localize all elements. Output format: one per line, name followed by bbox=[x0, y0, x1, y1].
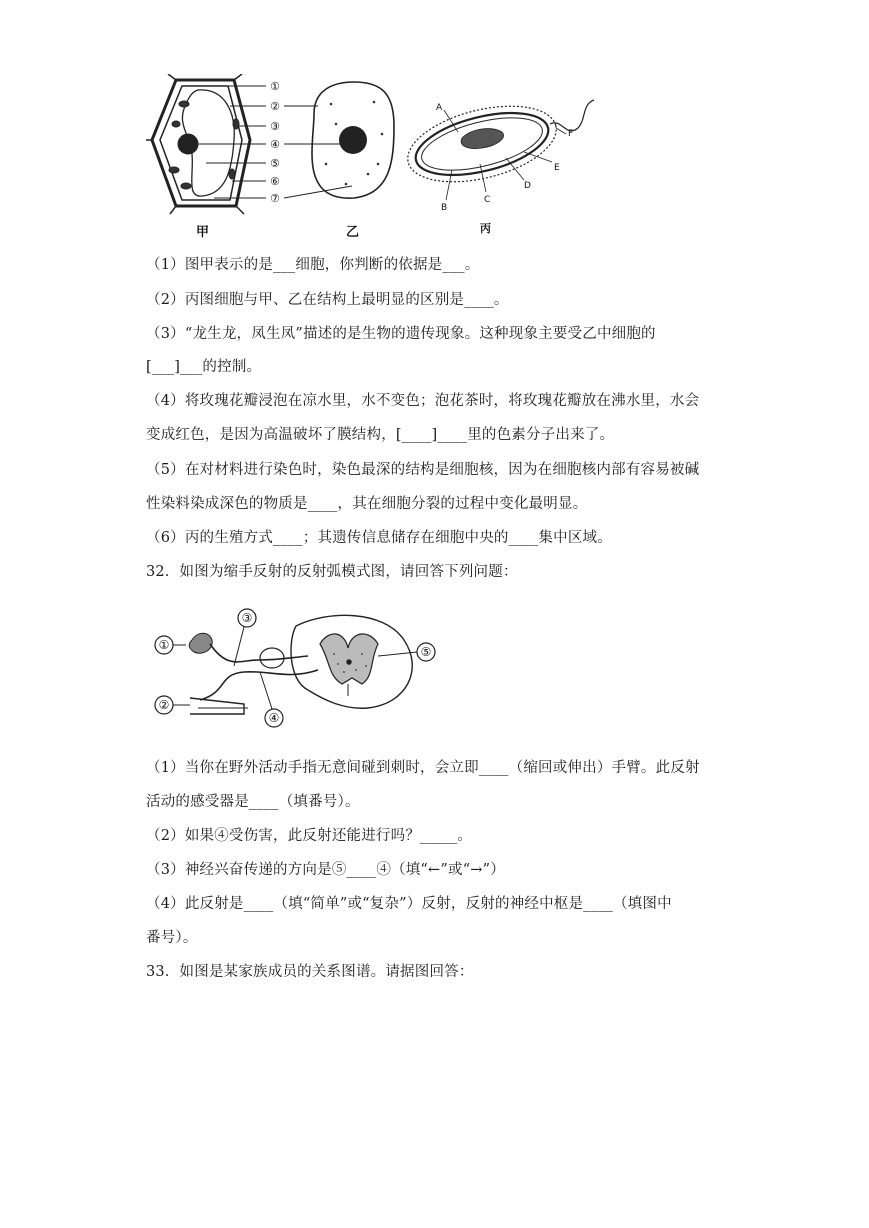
reflex-label-5: ⑤ bbox=[420, 645, 432, 659]
q33-title: 33．如图是某家族成员的关系图谱。请据图回答： bbox=[146, 964, 474, 980]
q32-part1-line2: 活动的感受器是____（填番号）。 bbox=[146, 794, 360, 810]
q31-part3-line2: [___]___的控制。 bbox=[146, 359, 262, 375]
label-4: ④ bbox=[270, 138, 280, 151]
q31-part2: （2）丙图细胞与甲、乙在结构上最明显的区别是____。 bbox=[146, 292, 509, 308]
q32-part4-line2: 番号）。 bbox=[146, 930, 198, 946]
q32-part1-line1: （1）当你在野外活动手指无意间碰到刺时，会立即____（缩回或伸出）手臂。此反射 bbox=[146, 760, 700, 776]
caption-jia: 甲 bbox=[196, 225, 210, 240]
label-F: F bbox=[568, 129, 574, 139]
reflex-arc-figure bbox=[148, 600, 448, 740]
label-C: C bbox=[484, 195, 491, 205]
label-6: ⑥ bbox=[270, 175, 280, 188]
caption-yi: 乙 bbox=[346, 225, 360, 240]
label-1: ① bbox=[270, 80, 280, 93]
q32-part2: （2）如果④受伤害，此反射还能进行吗？_____。 bbox=[146, 828, 472, 844]
plant-cell-diagram bbox=[146, 74, 266, 214]
q32-title: 32．如图为缩手反射的反射弧模式图，请回答下列问题： bbox=[146, 564, 518, 580]
label-A: A bbox=[436, 103, 443, 113]
bacterium-diagram bbox=[400, 93, 594, 200]
label-D: D bbox=[524, 181, 531, 191]
label-2: ② bbox=[270, 100, 280, 113]
caption-bing: 丙 bbox=[480, 222, 491, 235]
label-E: E bbox=[554, 163, 560, 173]
q31-part4-line2: 变成红色，是因为高温破坏了膜结构，[____]____里的色素分子出来了。 bbox=[146, 427, 615, 443]
reflex-label-2: ② bbox=[158, 698, 170, 712]
label-5: ⑤ bbox=[270, 157, 280, 170]
label-3: ③ bbox=[270, 120, 280, 133]
animal-cell-diagram bbox=[312, 82, 394, 198]
q31-part6: （6）丙的生殖方式____；其遗传信息储存在细胞中央的____集中区域。 bbox=[146, 530, 612, 546]
label-7: ⑦ bbox=[270, 192, 280, 205]
q31-part4-line1: （4）将玫瑰花瓣浸泡在凉水里，水不变色；泡花茶时，将玫瑰花瓣放在沸水里，水会 bbox=[146, 393, 700, 409]
reflex-label-3: ③ bbox=[241, 611, 253, 625]
q31-part3-line1: （3）“龙生龙，凤生凤”描述的是生物的遗传现象。这种现象主要受乙中细胞的 bbox=[146, 326, 656, 342]
q31-part1: （1）图甲表示的是___细胞，你判断的依据是___。 bbox=[146, 257, 480, 273]
q31-part5-line1: （5）在对材料进行染色时，染色最深的结构是细胞核，因为在细胞核内部有容易被碱 bbox=[146, 462, 700, 478]
reflex-label-4: ④ bbox=[268, 711, 280, 725]
reflex-label-1: ① bbox=[158, 638, 170, 652]
label-B: B bbox=[441, 203, 448, 213]
cell-structure-figure bbox=[146, 74, 606, 240]
q32-part3: （3）神经兴奋传递的方向是⑤____④（填“←”或“→”） bbox=[146, 862, 505, 878]
q32-part4-line1: （4）此反射是____（填“简单”或“复杂”）反射，反射的神经中枢是____（填图中 bbox=[146, 896, 672, 912]
q31-part5-line2: 性染料染成深色的物质是____，其在细胞分裂的过程中变化最明显。 bbox=[146, 496, 588, 512]
